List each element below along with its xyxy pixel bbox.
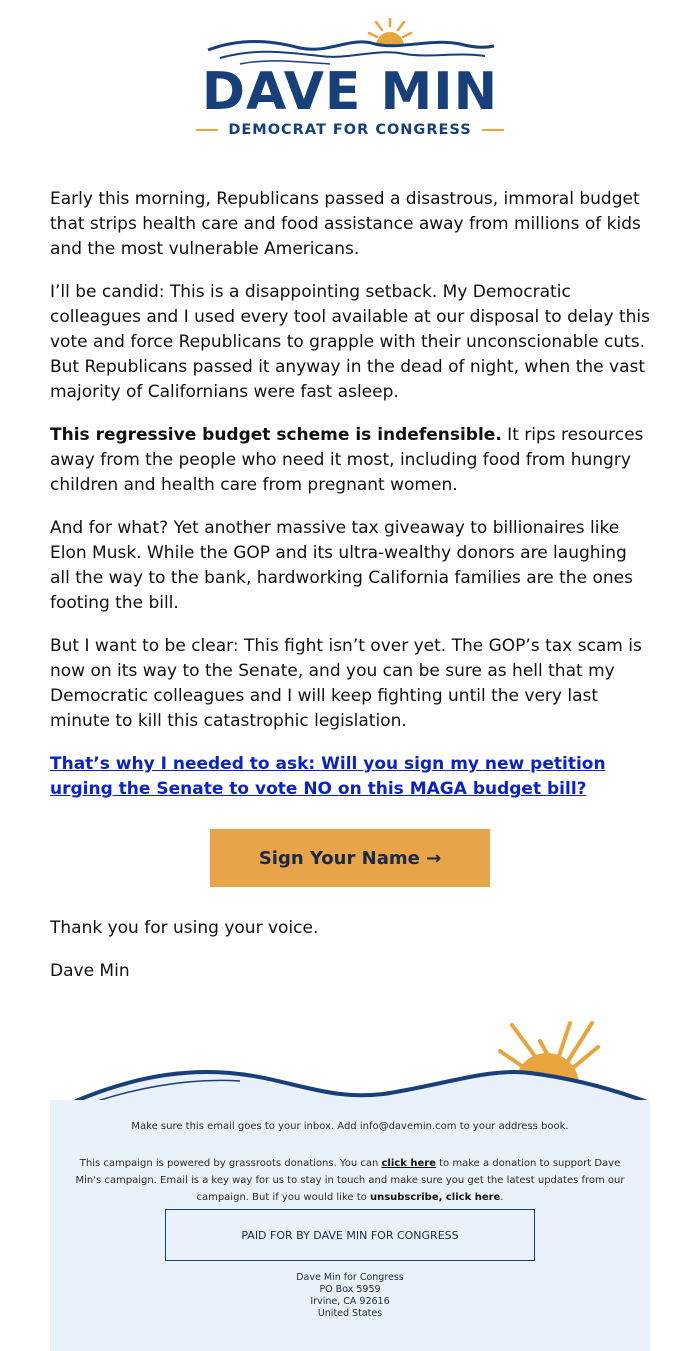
paragraph-3 — [50, 423, 650, 498]
sign-your-name-button[interactable]: Sign Your Name → — [210, 829, 490, 887]
donate-post-text: to make a donation to support Dave Min's campaign. Email is a key way for us to stay in touch and make sure you get the latest updates from our campaign. But if you would like to — [75, 1158, 625, 1203]
email-body — [50, 187, 650, 802]
paragraph-1: Early this morning, Republicans passed a disastrous, immoral budget that strips health care and food assistance away from millions of kids and the most vulnerable Americans. — [50, 189, 641, 259]
address-line-1: Dave Min for Congress — [296, 1272, 404, 1283]
email-header — [0, 0, 700, 160]
unsubscribe-end: . — [500, 1192, 504, 1203]
petition-link[interactable]: That’s why I needed to ask: Will you sign my new petition urging the Senate to vote NO on this MAGA budget bill? — [50, 754, 606, 799]
inbox-note: Make sure this email goes to your inbox. Add info@davemin.com to your address book. — [131, 1121, 569, 1132]
donate-link[interactable]: click here — [381, 1158, 436, 1169]
donation-note — [75, 1155, 625, 1206]
paragraph-5: But I want to be clear: This fight isn’t over yet. The GOP’s tax scam is now on its way to the Senate, and you can be sure as hell that my Democratic colleagues and I will keep fighting until the very last minute to kill this catastrophic legislation. — [50, 636, 642, 731]
address-line-2: PO Box 5959 — [319, 1284, 381, 1295]
paragraph-2: I’ll be candid: This is a disappointing setback. My Democratic colleagues and I used every tool available at our disposal to delay this vote and force Republicans to grapple with their unconscionable cuts. But Republicans passed it anyway in the dead of night, when the vast majority of Californians were fast asleep. — [50, 282, 650, 402]
logo-wordmark: DAVE MIN — [201, 62, 499, 122]
thanks-line: Thank you for using your voice. — [50, 918, 319, 938]
paragraph-3-rest: It rips resources away from the people who need it most, including food from hungry children and health care from pregnant women. — [50, 425, 644, 495]
tagline-left-rule — [196, 129, 218, 131]
email-footer — [50, 1100, 650, 1351]
signoff — [50, 916, 650, 1002]
paid-for-disclaimer: PAID FOR BY DAVE MIN FOR CONGRESS — [165, 1209, 535, 1261]
tagline-right-rule — [482, 129, 504, 131]
paragraph-4: And for what? Yet another massive tax giveaway to billionaires like Elon Musk. While the GOP and its ultra-wealthy donors are laughing all the way to the bank, hardworking California families are the ones footing the bill. — [50, 518, 633, 613]
signature: Dave Min — [50, 961, 130, 981]
cta-container — [210, 829, 490, 887]
mailing-address — [50, 1272, 650, 1320]
address-line-4: United States — [317, 1308, 383, 1319]
logo-tagline: DEMOCRAT FOR CONGRESS — [228, 122, 472, 138]
address-line-3: Irvine, CA 92616 — [310, 1296, 390, 1307]
unsubscribe-link[interactable]: unsubscribe, click here — [369, 1192, 501, 1203]
donate-pre-text: This campaign is powered by grassroots donations. You can — [79, 1158, 382, 1169]
paragraph-3-bold: This regressive budget scheme is indefensible. — [50, 425, 502, 445]
logo-tagline-row — [0, 120, 700, 140]
